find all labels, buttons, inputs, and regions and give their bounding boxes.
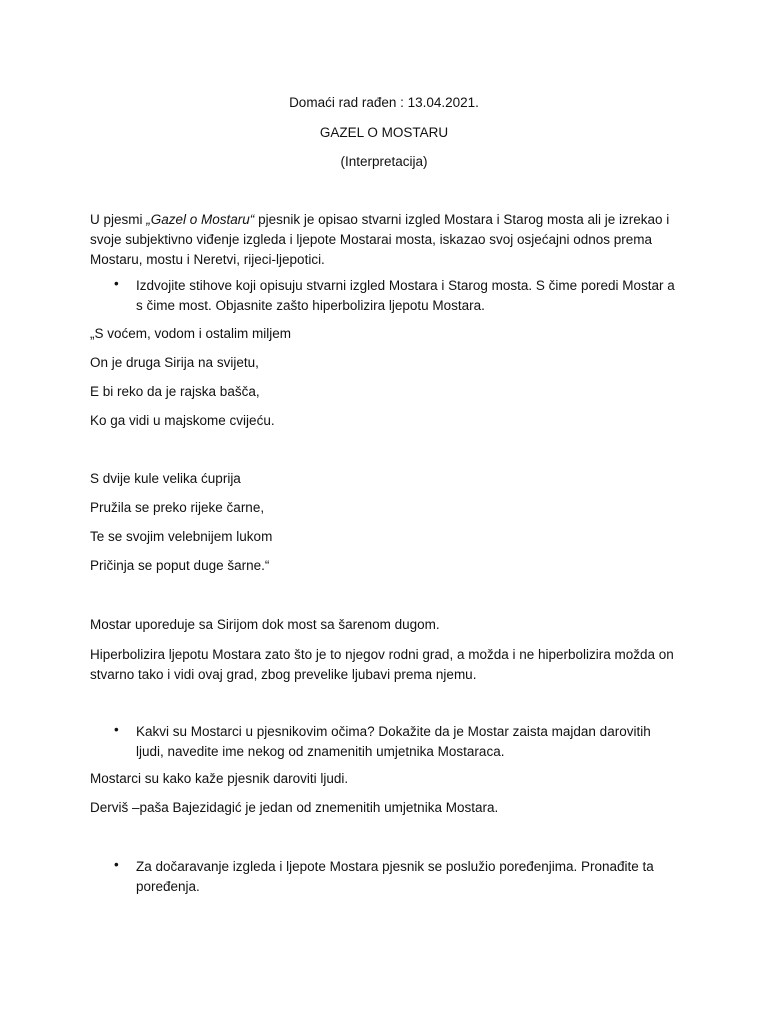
stanza2-line-3: Te se svojim velebnijem lukom <box>90 529 273 544</box>
date-line: Domaći rad rađen : 13.04.2021. <box>289 95 479 110</box>
stanza2-line-1: S dvije kule velika ćuprija <box>90 471 241 486</box>
stanza2-line-2: Pružila se preko rijeke čarne, <box>90 500 265 515</box>
answer-1a: Mostar uporeduje sa Sirijom dok most sa šarenom dugom. <box>90 617 440 632</box>
bullet-icon: • <box>114 857 119 872</box>
intro-rest: pjesnik je opisao stvarni izgled Mostara i Starog mosta ali je izrekao i svoje subjektivno viđenje izgleda i ljepote Mostarai mosta, iskazao svoj osjećajni odnos prema Mostaru, mostu i Neretvi, rijeci-ljepotici. <box>90 212 670 267</box>
bullet-icon: • <box>114 276 119 291</box>
answer-1b: Hiperbolizira ljepotu Mostara zato što je to njegov rodni grad, a možda i ne hiperbolizira možda on stvarno tako i vidi ovaj grad, zbog prevelike ljubavi prema njemu. <box>90 647 674 682</box>
stanza1-line-2: On je druga Sirija na svijetu, <box>90 355 259 370</box>
document-title: GAZEL O MOSTARU <box>319 125 449 140</box>
intro-paragraph <box>90 210 680 270</box>
intro-prefix: U pjesmi <box>90 212 147 227</box>
stanza1-line-1: „S voćem, vodom i ostalim miljem <box>90 326 292 341</box>
stanza1-line-4: Ko ga vidi u majskome cvijeću. <box>90 413 275 428</box>
stanza2-line-4: Pričinja se poput duge šarne.“ <box>90 558 270 573</box>
question-3: Za dočaravanje izgleda i ljepote Mostara pjesnik se poslužio poređenjima. Pronađite ta poređenja. <box>136 859 654 894</box>
answer-2a: Mostarci su kako kaže pjesnik daroviti ljudi. <box>90 771 349 786</box>
document-subtitle: (Interpretacija) <box>340 154 428 169</box>
bullet-icon: • <box>114 722 119 737</box>
intro-quoted-title: „Gazel o Mostaru“ <box>146 212 255 227</box>
question-1: Izdvojite stihove koji opisuju stvarni izgled Mostara i Starog mosta. S čime poredi Mostar a s čime most. Objasnite zašto hiperbolizira ljepotu Mostara. <box>136 278 675 313</box>
stanza1-line-3: E bi reko da je rajska bašča, <box>90 384 260 399</box>
question-2: Kakvi su Mostarci u pjesnikovim očima? Dokažite da je Mostar zaista majdan darovitih ljudi, navedite ime nekog od znamenitih umjetnika Mostaraca. <box>136 724 651 759</box>
answer-2b: Derviš –paša Bajezidagić je jedan od znemenitih umjetnika Mostara. <box>90 800 499 815</box>
